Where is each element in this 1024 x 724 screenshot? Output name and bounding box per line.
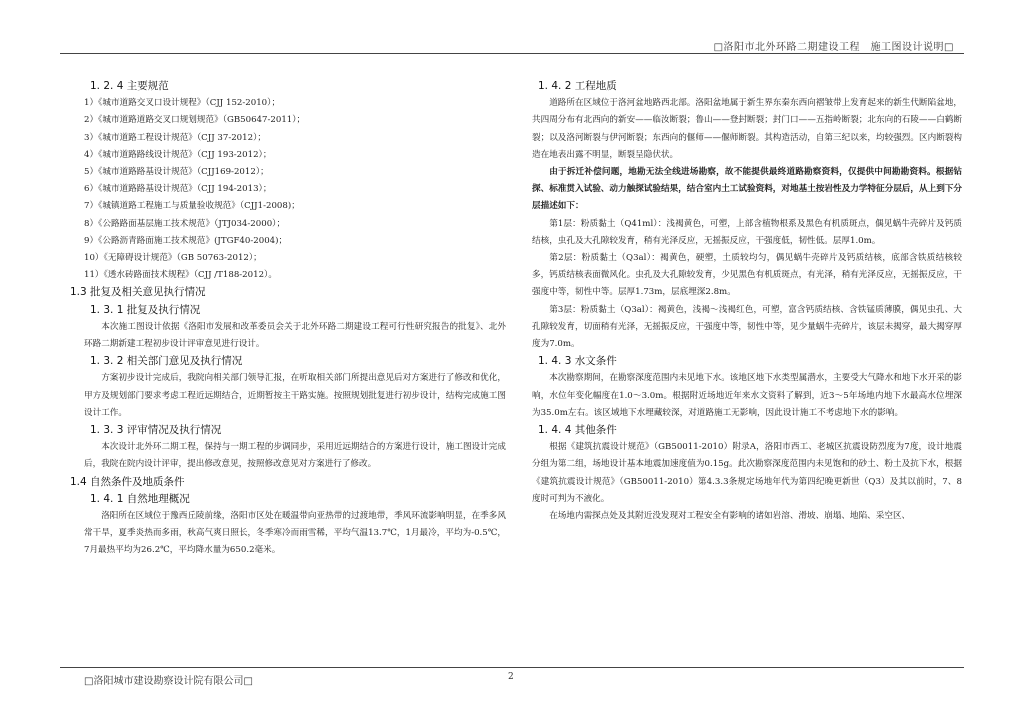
norm-item: 2）《城市道路道路交叉口规划规范》（GB50647-2011）； — [84, 115, 306, 126]
section-1-4-heading: 1.4 自然条件及地质条件 — [70, 475, 185, 488]
norm-item: 5）《城市道路路基设计规范》（CJJ169-2012）； — [84, 167, 269, 178]
footer-rule — [60, 667, 964, 668]
section-1-3-2-heading: 1. 3. 2 相关部门意见及执行情况 — [90, 355, 243, 368]
paragraph-1-4-3: 本次勘察期间，在勘察深度范围内未见地下水。该地区地下水类型属潜水，主要受大气降水和地下水开采的影响，水位年变化幅度在1.0～3.0m。根据附近场地近年来水文资料了解到，近3～5年场地内地下水最高水位埋深为35.0m左右。该区域地下水埋藏较深，对道路施工无影响，因此设计施工不考虑地下水的影响。 — [532, 373, 962, 418]
header-title: □洛阳市北外环路二期建设工程 施工图设计说明□ — [713, 42, 954, 53]
page-number: 2 — [508, 672, 514, 682]
section-1-4-1-heading: 1. 4. 1 自然地理概况 — [90, 492, 190, 505]
right-column — [532, 78, 962, 525]
soil-layer-1: 第1层：粉质黏土（Q41ml）：浅褐黄色，可塑，上部含植物根系及黑色有机质斑点，偶见蜗牛壳碎片及钙质结核，虫孔及大孔隙较发育，稍有光泽反应，无摇振反应，干强度低，韧性低。层厚1.0m。 — [532, 218, 962, 246]
paragraph-1-3-3: 本次设计北外环二期工程，保持与一期工程的步调同步，采用近远期结合的方案进行设计，施工图设计完成后，我院在院内设计评审，提出修改意见，按照修改意见对方案进行了修改。 — [84, 442, 506, 470]
section-1-3-1-heading: 1. 3. 1 批复及执行情况 — [90, 303, 201, 316]
paragraph-1-4-2-survey: 由于拆迁补偿问题，地勘无法全线进场勘察，故不能提供最终道路勘察资料，仅提供中间勘勘资料。根据钻探、标准贯入试验、动力触探试验结果，结合室内土工试验资料，对地基土按岩性及力学特征分层后，从上到下分层描述如下： — [532, 167, 962, 212]
section-1-4-4-heading: 1. 4. 4 其他条件 — [538, 424, 617, 437]
section-1-2-4-heading: 1. 2. 4 主要规范 — [90, 80, 169, 92]
header-rule — [60, 53, 964, 54]
norm-item: 11）《透水砖路面技术规程》（CJJ /T188-2012）。 — [84, 270, 277, 281]
norm-item: 3）《城市道路工程设计规范》（CJJ 37-2012）； — [84, 132, 266, 143]
section-1-4-3-heading: 1. 4. 3 水文条件 — [538, 355, 617, 368]
norm-item: 1）《城市道路交叉口设计规程》（CJJ 152-2010）； — [84, 98, 281, 109]
norm-item: 7）《城镇道路工程施工与质量验收规范》（CJJ1-2008)； — [84, 201, 300, 212]
paragraph-1-3-1: 本次施工图设计依据《洛阳市发展和改革委员会关于北外环路二期建设工程可行性研究报告的批复》、北外环路二期新建工程初步设计评审意见进行设计。 — [84, 321, 506, 350]
left-column — [70, 78, 506, 560]
section-1-4-2-heading: 1. 4. 2 工程地质 — [538, 80, 617, 92]
paragraph-1-3-2: 方案初步设计完成后，我院向相关部门领导汇报，在听取相关部门所提出意见后对方案进行了修改和优化，甲方及规划部门要求考虑工程近远期结合，近期暂按主干路实施。按照规划批复进行初步设计，结构完成施工图设计工作。 — [84, 373, 506, 418]
section-1-3-3-heading: 1. 3. 3 评审情况及执行情况 — [90, 424, 222, 437]
norm-item: 6）《城市道路路基设计规范》（CJJ 194-2013）； — [84, 184, 272, 195]
section-1-3-heading: 1.3 批复及相关意见执行情况 — [70, 286, 206, 299]
norm-item: 4）《城市道路路线设计规范》（CJJ 193-2012）； — [84, 149, 272, 160]
footer-company: □洛阳城市建设勘察设计院有限公司□ — [84, 676, 253, 687]
soil-layer-3: 第3层：粉质黏土（Q3al）：褐黄色，浅褐～浅褐红色，可塑，富含钙质结核、含铁锰质薄膜，偶见虫孔、大孔隙较发育，切面稍有光泽，无摇振反应，干强度中等，韧性中等，见少量蜗牛壳碎片，该层未揭穿，最大揭穿厚度为7.0m。 — [532, 304, 962, 350]
paragraph-1-4-4-seismic: 根据《建筑抗震设计规范》（GB50011-2010）附录A，洛阳市西工、老城区抗震设防烈度为7度，设计地震分组为第二组，场地设计基本地震加速度值为0.15g。此次勘察深度范围内未见饱和的砂土、粉土及抗下水，根据《建筑抗震设计规范》（GB50011-2010）第4.3.3条规定场地年代为第四纪晚更新世（Q3）及其以前时，7、8度时可判为不液化。 — [532, 442, 962, 504]
norm-item: 10）《无障碍设计规范》（GB 50763-2012）； — [84, 253, 262, 264]
norm-item: 9）《公路沥青路面施工技术规范》(JTGF40-2004)； — [84, 235, 288, 246]
paragraph-1-4-4-hazards: 在场地内需探点处及其附近没发现对工程安全有影响的诸如岩溶、滑坡、崩塌、地陷、采空区、 — [549, 511, 911, 522]
norm-item: 8）《公路路面基层施工技术规范》（JTJ034-2000）； — [84, 218, 286, 229]
soil-layer-2: 第2层：粉质黏土（Q3al）：褐黄色，硬塑，土质较均匀，偶见蜗牛壳碎片及钙质结核，底部含铁质结核较多，钙质结核表面微风化。虫孔及大孔隙较发育，少见黑色有机质斑点，有光泽，稍有光泽反应，无摇振反应，干强度中等，韧性中等。层厚1.73m，层底埋深2.8m。 — [532, 253, 962, 298]
paragraph-1-4-2-geology: 道路所在区域位于洛河盆地路西北部。洛阳盆地属于新生界东秦东西向褶皱带上发育起来的新生代断陷盆地，共四周分布有北西向的新安——临汝断裂；鲁山——登封断裂；封门口——五指岭断裂；北东向的石陵——白鹤断裂；以及洛河断裂与伊河断裂；东西向的偃师——偃师断裂。其构造活动，自第三纪以来，均较强烈。区内断裂构造在地表出露不明显，断裂呈隐伏状。 — [532, 98, 962, 160]
paragraph-1-4-1: 洛阳所在区域位于豫西丘陵前缘，洛阳市区处在暖温带向亚热带的过渡地带，季风环流影响明显，在季多风常干旱，夏季炎热而多雨，秋高气爽日照长，冬季寒冷而雨雪稀，平均气温13.7℃，1月最冷，平均为-0.5℃，7月最热平均为26.2℃，平均降水量为650.2毫米。 — [84, 511, 506, 556]
